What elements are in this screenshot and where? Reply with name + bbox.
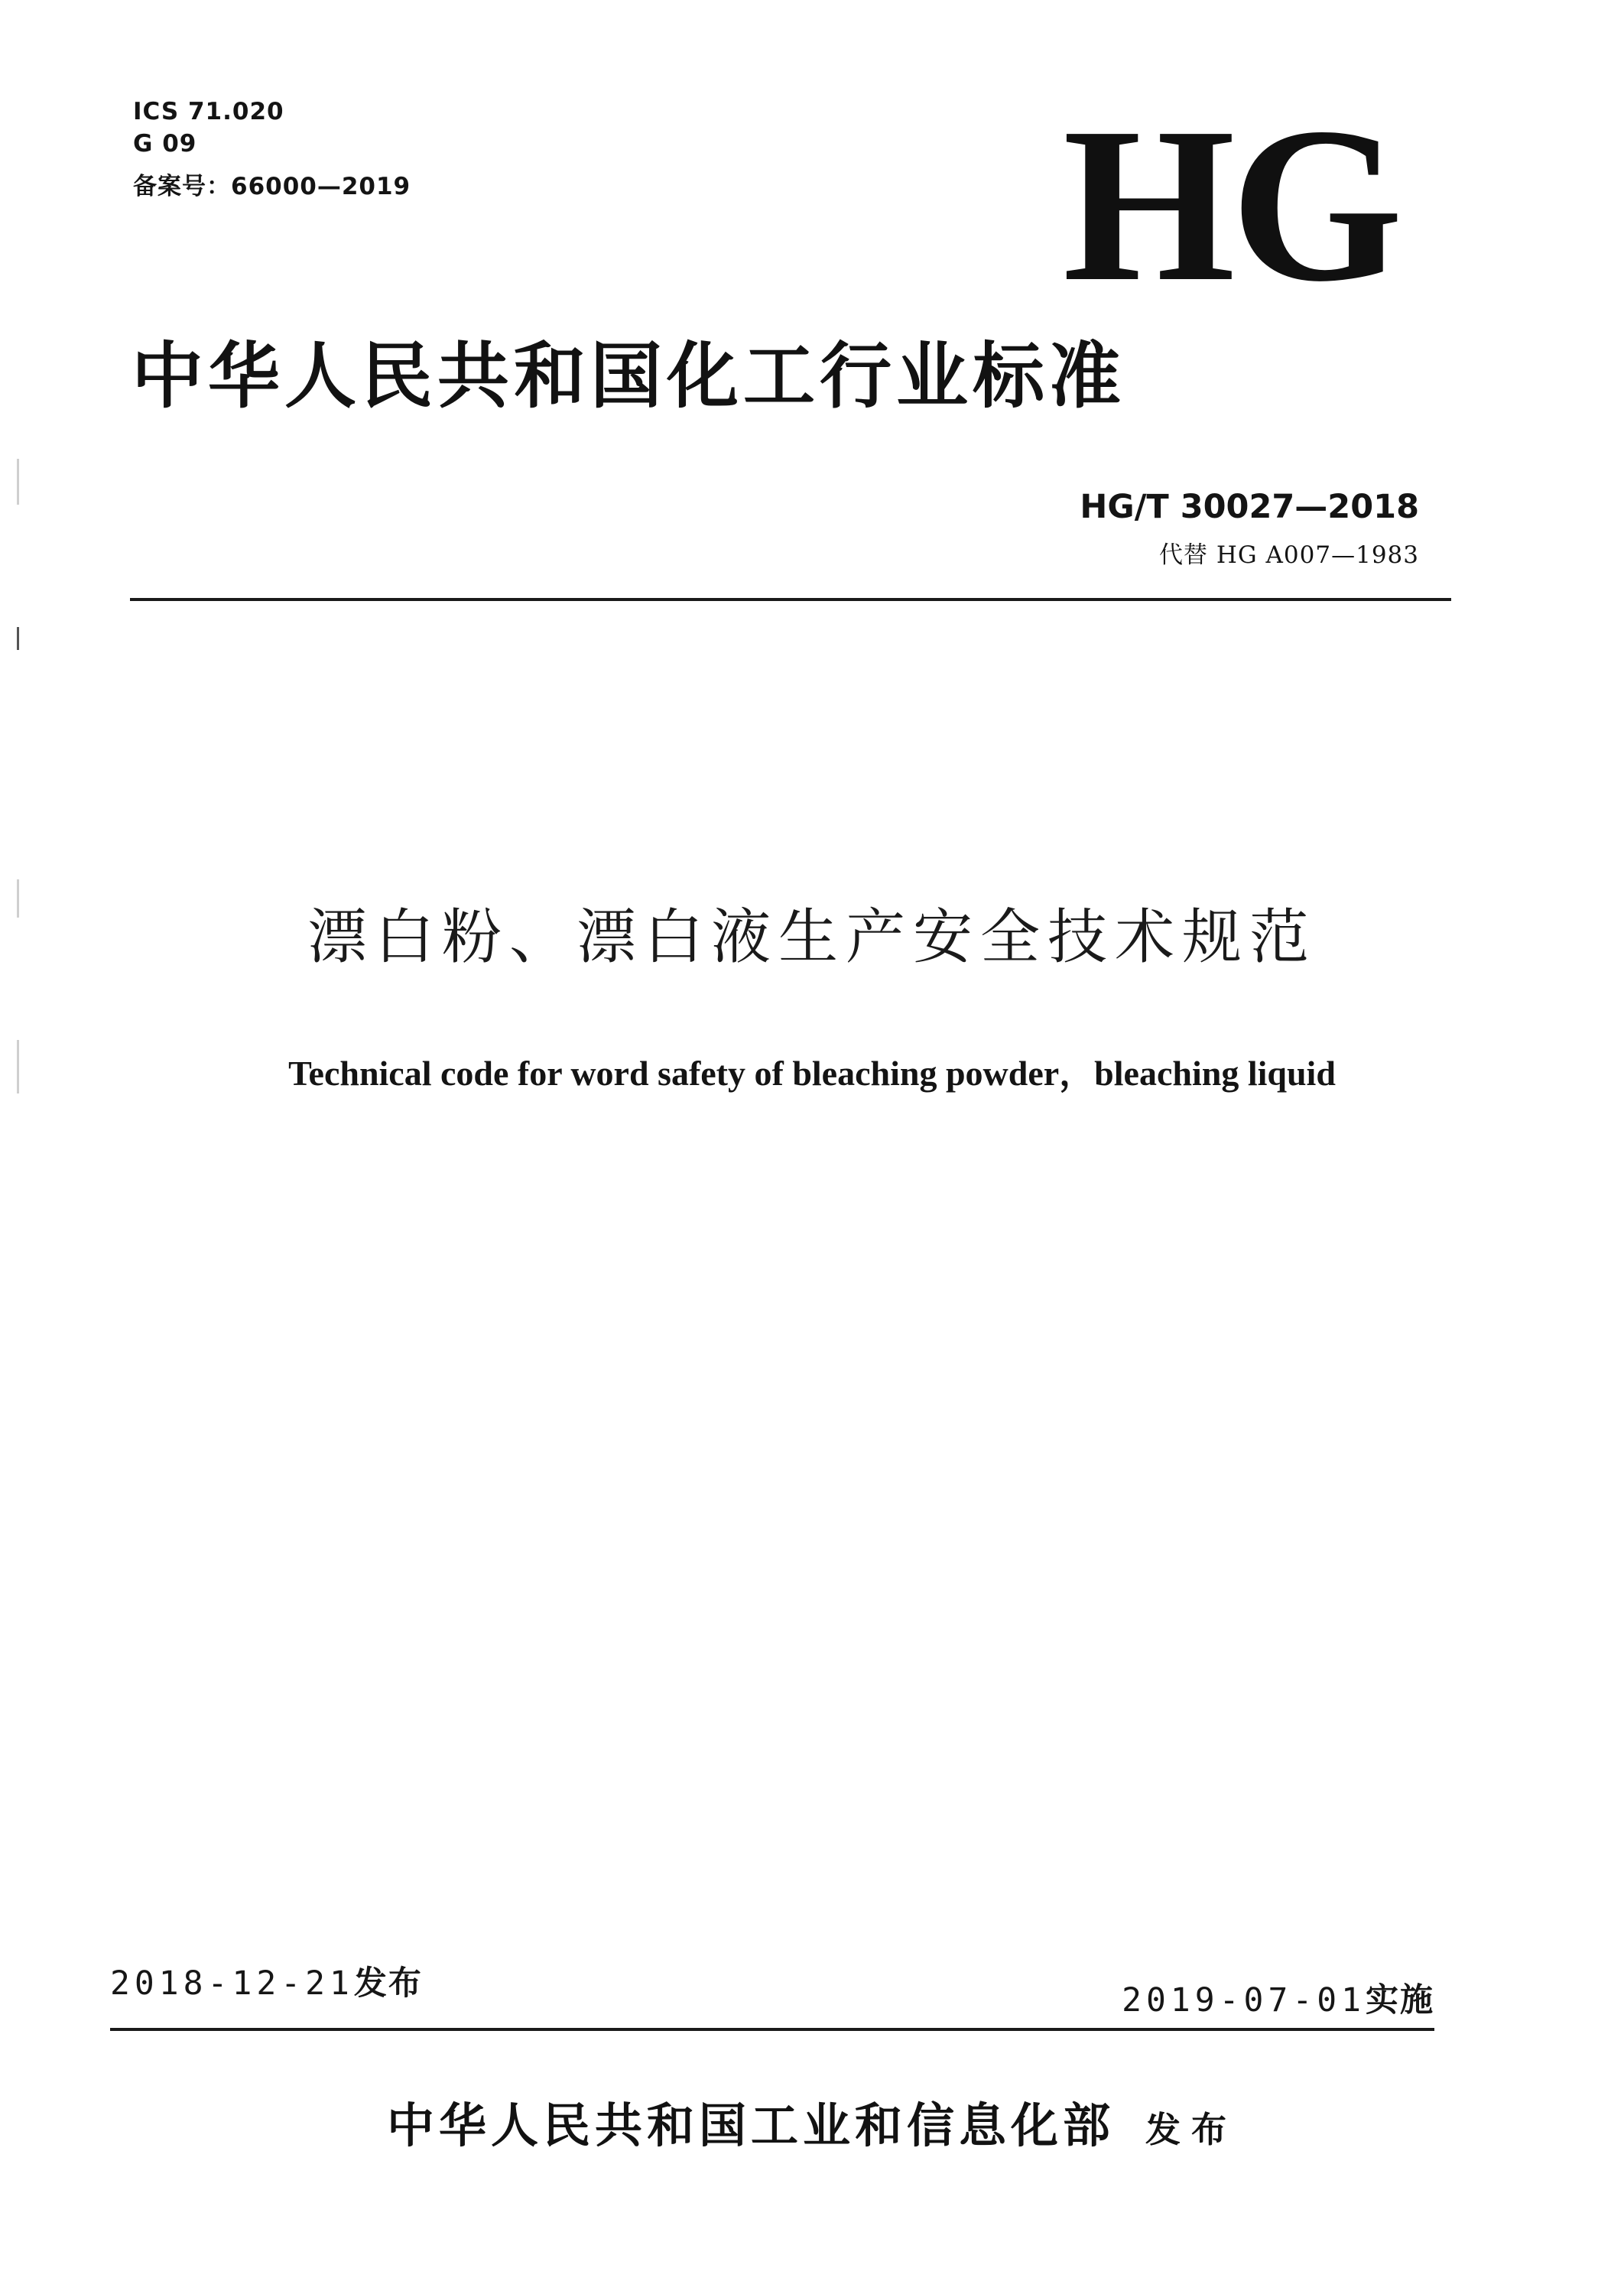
issue-date: [110, 1964, 423, 2003]
scan-mark: [17, 627, 19, 650]
document-title-en: Technical code for word safety of bleaching powder，bleaching liquid: [288, 1054, 1336, 1093]
ics-code: ICS 71.020: [133, 98, 284, 125]
issue-date-label: 发布: [353, 1964, 423, 2003]
replaces-standard: 代替 HG A007—1983: [1159, 541, 1419, 569]
ccs-code: G 09: [133, 130, 197, 158]
publisher-action: 发布: [1145, 2109, 1237, 2150]
publisher-name: 中华人民共和国工业和信息化部: [386, 2097, 1115, 2153]
hg-logo: HG: [1063, 82, 1399, 327]
date-divider: [110, 2028, 1434, 2031]
publisher: [0, 2097, 1624, 2159]
standard-number: HG/T 30027—2018: [1080, 488, 1419, 526]
implementation-date-value: 2019-07-01: [1122, 1981, 1366, 2019]
implementation-date: [1122, 1980, 1434, 2020]
record-number: 备案号：66000—2019: [133, 173, 411, 200]
scan-mark: [17, 459, 19, 505]
standard-category-title: 中华人民共和国化工行业标准: [132, 335, 1126, 418]
issue-date-value: 2018-12-21: [110, 1964, 354, 2003]
implementation-date-label: 实施: [1366, 1981, 1434, 2019]
document-title-cn: 漂白粉、漂白液生产安全技术规范: [307, 903, 1317, 972]
header-divider: [130, 598, 1451, 601]
